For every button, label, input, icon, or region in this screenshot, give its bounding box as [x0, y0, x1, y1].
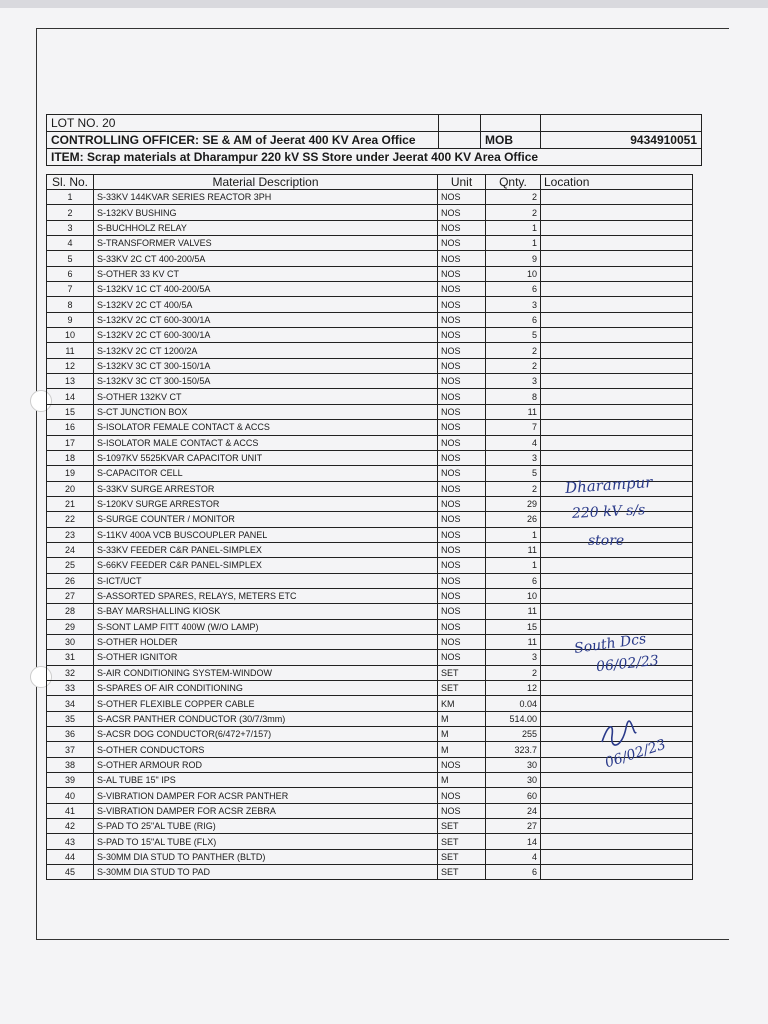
row-location — [541, 435, 693, 450]
row-sl-no: 6 — [47, 266, 94, 281]
row-sl-no: 8 — [47, 297, 94, 312]
row-qty: 26 — [486, 512, 541, 527]
row-sl-no: 12 — [47, 358, 94, 373]
row-unit: SET — [438, 665, 486, 680]
table-row — [47, 328, 693, 343]
handwritten-location-line1: Dharampur — [564, 472, 653, 498]
row-description: S-AIR CONDITIONING SYSTEM-WINDOW — [94, 665, 438, 680]
row-description: S-BUCHHOLZ RELAY — [94, 220, 438, 235]
row-qty: 6 — [486, 865, 541, 880]
row-unit: NOS — [438, 542, 486, 557]
row-location — [541, 681, 693, 696]
row-sl-no: 34 — [47, 696, 94, 711]
row-qty: 8 — [486, 389, 541, 404]
row-location — [541, 205, 693, 220]
item-description: ITEM: Scrap materials at Dharampur 220 kV SS Store under Jeerat 400 KV Area Office — [47, 149, 702, 166]
table-row — [47, 450, 693, 465]
row-location — [541, 773, 693, 788]
row-unit: NOS — [438, 466, 486, 481]
table-row — [47, 420, 693, 435]
row-location — [541, 236, 693, 251]
row-location — [541, 328, 693, 343]
row-sl-no: 18 — [47, 450, 94, 465]
row-description: S-PAD TO 15"AL TUBE (FLX) — [94, 834, 438, 849]
table-row — [47, 681, 693, 696]
row-unit: SET — [438, 681, 486, 696]
row-sl-no: 25 — [47, 558, 94, 573]
row-sl-no: 15 — [47, 404, 94, 419]
row-location — [541, 834, 693, 849]
row-location — [541, 819, 693, 834]
table-row — [47, 389, 693, 404]
row-unit: NOS — [438, 266, 486, 281]
row-location — [541, 849, 693, 864]
handwritten-date-1: 06/02/23 — [595, 652, 660, 676]
row-qty: 11 — [486, 634, 541, 649]
table-row — [47, 604, 693, 619]
row-description: S-120KV SURGE ARRESTOR — [94, 496, 438, 511]
handwritten-location-line3: store — [588, 533, 625, 549]
row-location — [541, 251, 693, 266]
col-header-location: Location — [541, 175, 693, 190]
row-description: S-OTHER FLEXIBLE COPPER CABLE — [94, 696, 438, 711]
row-unit: NOS — [438, 389, 486, 404]
row-description: S-VIBRATION DAMPER FOR ACSR ZEBRA — [94, 803, 438, 818]
row-unit: NOS — [438, 588, 486, 603]
row-unit: NOS — [438, 803, 486, 818]
row-description: S-132KV 2C CT 1200/2A — [94, 343, 438, 358]
row-unit: NOS — [438, 757, 486, 772]
row-sl-no: 3 — [47, 220, 94, 235]
row-description: S-132KV 3C CT 300-150/5A — [94, 374, 438, 389]
row-sl-no: 21 — [47, 496, 94, 511]
row-qty: 5 — [486, 328, 541, 343]
row-unit: SET — [438, 819, 486, 834]
row-description: S-OTHER HOLDER — [94, 634, 438, 649]
row-location — [541, 788, 693, 803]
row-description: S-132KV BUSHING — [94, 205, 438, 220]
lot-header-table — [46, 114, 702, 166]
row-unit: NOS — [438, 604, 486, 619]
row-qty: 3 — [486, 650, 541, 665]
row-unit: NOS — [438, 190, 486, 205]
row-description: S-11KV 400A VCB BUSCOUPLER PANEL — [94, 527, 438, 542]
row-sl-no: 1 — [47, 190, 94, 205]
row-qty: 1 — [486, 220, 541, 235]
table-row — [47, 435, 693, 450]
row-location — [541, 190, 693, 205]
row-description: S-BAY MARSHALLING KIOSK — [94, 604, 438, 619]
row-unit: M — [438, 711, 486, 726]
page-top-edge — [0, 0, 768, 8]
table-row — [47, 865, 693, 880]
table-header-row — [47, 175, 693, 190]
mob-number: 9434910051 — [541, 132, 702, 149]
row-sl-no: 19 — [47, 466, 94, 481]
row-location — [541, 389, 693, 404]
row-sl-no: 42 — [47, 819, 94, 834]
row-description: S-ISOLATOR MALE CONTACT & ACCS — [94, 435, 438, 450]
row-qty: 15 — [486, 619, 541, 634]
row-location — [541, 374, 693, 389]
row-qty: 2 — [486, 358, 541, 373]
row-qty: 3 — [486, 297, 541, 312]
row-qty: 7 — [486, 420, 541, 435]
row-location — [541, 865, 693, 880]
row-unit: NOS — [438, 312, 486, 327]
row-location — [541, 282, 693, 297]
row-unit: NOS — [438, 297, 486, 312]
row-description: S-SONT LAMP FITT 400W (W/O LAMP) — [94, 619, 438, 634]
row-sl-no: 17 — [47, 435, 94, 450]
row-qty: 3 — [486, 374, 541, 389]
row-qty: 11 — [486, 604, 541, 619]
row-qty: 1 — [486, 236, 541, 251]
row-qty: 30 — [486, 757, 541, 772]
row-sl-no: 7 — [47, 282, 94, 297]
row-qty: 2 — [486, 343, 541, 358]
row-unit: NOS — [438, 634, 486, 649]
row-qty: 27 — [486, 819, 541, 834]
row-sl-no: 32 — [47, 665, 94, 680]
row-description: S-SPARES OF AIR CONDITIONING — [94, 681, 438, 696]
row-sl-no: 5 — [47, 251, 94, 266]
row-unit: NOS — [438, 435, 486, 450]
table-row — [47, 773, 693, 788]
row-description: S-PAD TO 25"AL TUBE (RIG) — [94, 819, 438, 834]
row-description: S-66KV FEEDER C&R PANEL-SIMPLEX — [94, 558, 438, 573]
row-sl-no: 13 — [47, 374, 94, 389]
row-description: S-33KV 2C CT 400-200/5A — [94, 251, 438, 266]
row-qty: 4 — [486, 849, 541, 864]
row-description: S-OTHER IGNITOR — [94, 650, 438, 665]
row-description: S-ASSORTED SPARES, RELAYS, METERS ETC — [94, 588, 438, 603]
table-row — [47, 282, 693, 297]
row-qty: 1 — [486, 558, 541, 573]
row-qty: 0.04 — [486, 696, 541, 711]
row-sl-no: 33 — [47, 681, 94, 696]
table-row — [47, 573, 693, 588]
table-row — [47, 190, 693, 205]
row-unit: M — [438, 773, 486, 788]
row-description: S-132KV 2C CT 600-300/1A — [94, 328, 438, 343]
row-sl-no: 28 — [47, 604, 94, 619]
row-location — [541, 588, 693, 603]
row-description: S-AL TUBE 15" IPS — [94, 773, 438, 788]
row-location — [541, 358, 693, 373]
row-qty: 60 — [486, 788, 541, 803]
table-row — [47, 711, 693, 726]
row-qty: 255 — [486, 727, 541, 742]
row-unit: NOS — [438, 573, 486, 588]
row-sl-no: 38 — [47, 757, 94, 772]
row-unit: SET — [438, 849, 486, 864]
row-sl-no: 35 — [47, 711, 94, 726]
row-qty: 4 — [486, 435, 541, 450]
row-description: S-SURGE COUNTER / MONITOR — [94, 512, 438, 527]
row-sl-no: 24 — [47, 542, 94, 557]
row-description: S-ISOLATOR FEMALE CONTACT & ACCS — [94, 420, 438, 435]
row-qty: 14 — [486, 834, 541, 849]
row-location — [541, 619, 693, 634]
row-sl-no: 37 — [47, 742, 94, 757]
table-row — [47, 236, 693, 251]
row-unit: NOS — [438, 343, 486, 358]
table-row — [47, 834, 693, 849]
row-sl-no: 45 — [47, 865, 94, 880]
row-qty: 11 — [486, 542, 541, 557]
row-description: S-30MM DIA STUD TO PAD — [94, 865, 438, 880]
row-qty: 12 — [486, 681, 541, 696]
table-row — [47, 788, 693, 803]
row-unit: NOS — [438, 650, 486, 665]
row-location — [541, 420, 693, 435]
row-sl-no: 36 — [47, 727, 94, 742]
row-unit: NOS — [438, 282, 486, 297]
row-unit: NOS — [438, 251, 486, 266]
lot-number: LOT NO. 20 — [47, 115, 439, 132]
row-qty: 514.00 — [486, 711, 541, 726]
row-description: S-ACSR DOG CONDUCTOR(6/472+7/157) — [94, 727, 438, 742]
row-sl-no: 20 — [47, 481, 94, 496]
row-unit: NOS — [438, 205, 486, 220]
table-row — [47, 312, 693, 327]
row-description: S-CT JUNCTION BOX — [94, 404, 438, 419]
row-unit: NOS — [438, 558, 486, 573]
row-unit: NOS — [438, 236, 486, 251]
row-unit: NOS — [438, 404, 486, 419]
row-location — [541, 343, 693, 358]
row-sl-no: 29 — [47, 619, 94, 634]
table-row — [47, 558, 693, 573]
row-qty: 10 — [486, 266, 541, 281]
col-header-description: Material Description — [94, 175, 438, 190]
row-qty: 6 — [486, 312, 541, 327]
row-description: S-132KV 1C CT 400-200/5A — [94, 282, 438, 297]
row-sl-no: 30 — [47, 634, 94, 649]
row-unit: NOS — [438, 450, 486, 465]
mob-label: MOB — [481, 132, 541, 149]
row-description: S-OTHER CONDUCTORS — [94, 742, 438, 757]
row-sl-no: 2 — [47, 205, 94, 220]
table-row — [47, 803, 693, 818]
row-qty: 5 — [486, 466, 541, 481]
row-description: S-30MM DIA STUD TO PANTHER (BLTD) — [94, 849, 438, 864]
row-description: S-33KV FEEDER C&R PANEL-SIMPLEX — [94, 542, 438, 557]
row-description: S-33KV SURGE ARRESTOR — [94, 481, 438, 496]
row-unit: NOS — [438, 328, 486, 343]
row-description: S-1097KV 5525KVAR CAPACITOR UNIT — [94, 450, 438, 465]
row-unit: NOS — [438, 496, 486, 511]
table-row — [47, 251, 693, 266]
row-unit: SET — [438, 834, 486, 849]
row-sl-no: 22 — [47, 512, 94, 527]
row-unit: NOS — [438, 481, 486, 496]
controlling-officer: CONTROLLING OFFICER: SE & AM of Jeerat 400 KV Area Office — [47, 132, 439, 149]
table-row — [47, 404, 693, 419]
row-sl-no: 10 — [47, 328, 94, 343]
row-unit: NOS — [438, 512, 486, 527]
row-description: S-132KV 3C CT 300-150/1A — [94, 358, 438, 373]
row-description: S-ICT/UCT — [94, 573, 438, 588]
row-location — [541, 312, 693, 327]
row-description: S-TRANSFORMER VALVES — [94, 236, 438, 251]
row-location — [541, 803, 693, 818]
row-description: S-132KV 2C CT 600-300/1A — [94, 312, 438, 327]
row-unit: NOS — [438, 527, 486, 542]
row-description: S-OTHER 33 KV CT — [94, 266, 438, 281]
row-sl-no: 44 — [47, 849, 94, 864]
row-unit: NOS — [438, 788, 486, 803]
table-row — [47, 819, 693, 834]
row-qty: 29 — [486, 496, 541, 511]
row-qty: 2 — [486, 665, 541, 680]
row-description: S-ACSR PANTHER CONDUCTOR (30/7/3mm) — [94, 711, 438, 726]
row-sl-no: 9 — [47, 312, 94, 327]
table-row — [47, 757, 693, 772]
row-qty: 6 — [486, 573, 541, 588]
row-unit: M — [438, 742, 486, 757]
row-qty: 10 — [486, 588, 541, 603]
row-sl-no: 40 — [47, 788, 94, 803]
row-description: S-132KV 2C CT 400/5A — [94, 297, 438, 312]
row-description: S-OTHER ARMOUR ROD — [94, 757, 438, 772]
table-row — [47, 374, 693, 389]
table-row — [47, 588, 693, 603]
table-row — [47, 727, 693, 742]
row-qty: 2 — [486, 190, 541, 205]
col-header-qty: Qnty. — [486, 175, 541, 190]
row-sl-no: 23 — [47, 527, 94, 542]
handwritten-location-line2: 220 kV s/s — [571, 502, 646, 522]
table-row — [47, 742, 693, 757]
table-row — [47, 205, 693, 220]
row-description: S-VIBRATION DAMPER FOR ACSR PANTHER — [94, 788, 438, 803]
row-location — [541, 450, 693, 465]
row-unit: SET — [438, 865, 486, 880]
row-location — [541, 404, 693, 419]
row-location — [541, 573, 693, 588]
col-header-sl: Sl. No. — [47, 175, 94, 190]
row-sl-no: 41 — [47, 803, 94, 818]
row-qty: 9 — [486, 251, 541, 266]
row-qty: 3 — [486, 450, 541, 465]
row-location — [541, 604, 693, 619]
row-unit: M — [438, 727, 486, 742]
row-sl-no: 11 — [47, 343, 94, 358]
materials-table — [46, 174, 693, 880]
row-qty: 11 — [486, 404, 541, 419]
handwritten-signature-name: South Dcs — [573, 631, 648, 657]
table-row — [47, 220, 693, 235]
row-sl-no: 14 — [47, 389, 94, 404]
row-unit: NOS — [438, 358, 486, 373]
row-qty: 6 — [486, 282, 541, 297]
row-qty: 2 — [486, 481, 541, 496]
table-row — [47, 358, 693, 373]
row-qty: 1 — [486, 527, 541, 542]
row-sl-no: 39 — [47, 773, 94, 788]
row-unit: NOS — [438, 619, 486, 634]
handwritten-date-2: 06/02/23 — [603, 736, 668, 772]
row-sl-no: 16 — [47, 420, 94, 435]
table-row — [47, 849, 693, 864]
row-location — [541, 558, 693, 573]
row-qty: 323.7 — [486, 742, 541, 757]
row-sl-no: 43 — [47, 834, 94, 849]
row-location — [541, 297, 693, 312]
table-row — [47, 696, 693, 711]
row-qty: 30 — [486, 773, 541, 788]
row-unit: KM — [438, 696, 486, 711]
row-sl-no: 27 — [47, 588, 94, 603]
row-sl-no: 26 — [47, 573, 94, 588]
row-location — [541, 220, 693, 235]
row-location — [541, 696, 693, 711]
row-qty: 2 — [486, 205, 541, 220]
table-row — [47, 343, 693, 358]
row-description: S-OTHER 132KV CT — [94, 389, 438, 404]
row-location — [541, 266, 693, 281]
row-unit: NOS — [438, 220, 486, 235]
col-header-unit: Unit — [438, 175, 486, 190]
row-sl-no: 31 — [47, 650, 94, 665]
row-sl-no: 4 — [47, 236, 94, 251]
table-row — [47, 266, 693, 281]
row-description: S-CAPACITOR CELL — [94, 466, 438, 481]
table-row — [47, 297, 693, 312]
row-unit: NOS — [438, 374, 486, 389]
row-description: S-33KV 144KVAR SERIES REACTOR 3PH — [94, 190, 438, 205]
row-unit: NOS — [438, 420, 486, 435]
row-qty: 24 — [486, 803, 541, 818]
table-row — [47, 619, 693, 634]
